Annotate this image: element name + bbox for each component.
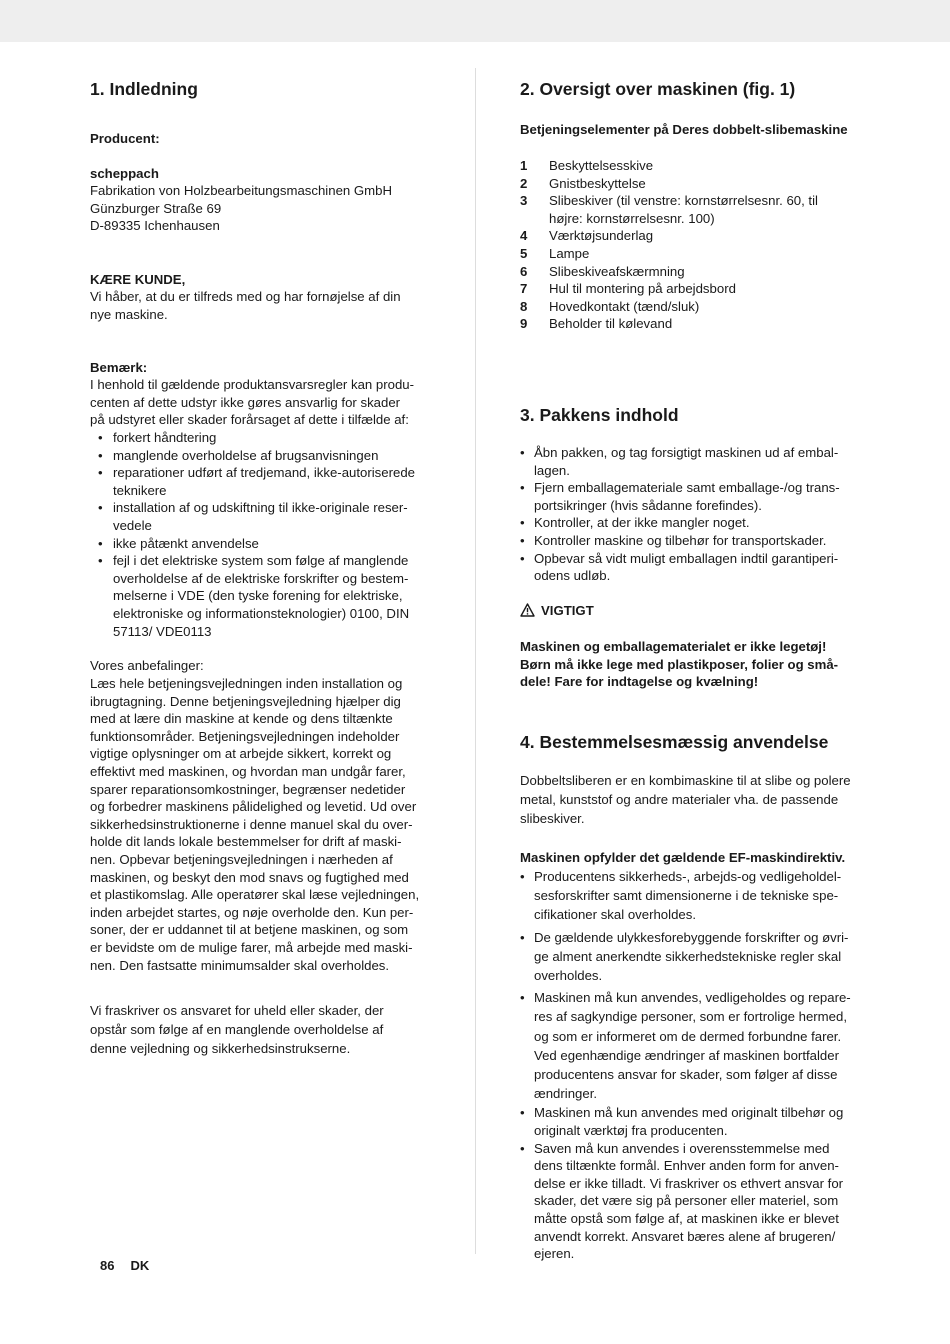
greeting: KÆRE KUNDE, — [90, 272, 186, 287]
usage-text — [520, 771, 860, 829]
controls-list — [520, 157, 860, 333]
list-item: • manglende overholdelse af brugsanvisningen — [98, 447, 379, 463]
list-item: • forkert håndtering — [98, 430, 217, 445]
address-line: Fabrikation von Holzbearbeitungsmaschinen GmbH — [90, 183, 392, 198]
list-item: 3 Slibeskiver (til venstre: kornstørrelsesnr. 60, til højre: kornstørrelsesnr. 100) — [520, 193, 818, 226]
section-heading-package: 3. Pakkens indhold — [520, 405, 679, 425]
text-line: Vi fraskriver os ansvaret for uheld eller skader, der — [90, 1003, 384, 1018]
warning-header — [520, 602, 860, 622]
recommend-label: Vores anbefalinger: — [90, 658, 204, 673]
usage-list — [520, 867, 860, 1263]
text-line: på udstyret eller skader forårsaget af dette i tilfælde af: — [90, 412, 409, 428]
producer-label: Producent: — [90, 131, 160, 146]
top-bar — [0, 0, 950, 42]
list-item: • Kontroller, at der ikke mangler noget. — [520, 515, 750, 531]
recommend-text — [90, 675, 430, 974]
address-line: D-89335 Ichenhausen — [90, 218, 220, 234]
list-item: 2 Gnistbeskyttelse — [520, 175, 646, 191]
list-item: • Åbn pakken, og tag forsigtigt maskinen ud af embal- lagen. — [520, 445, 839, 478]
text-line: Vi håber, at du er tilfreds med og har fornøjelse af din — [90, 289, 401, 304]
page-footer — [100, 1258, 165, 1273]
list-item: 8 Hovedkontakt (tænd/sluk) — [520, 298, 700, 314]
list-item: • Kontroller maskine og tilbehør for transportskader. — [520, 532, 827, 548]
column-divider — [475, 68, 476, 1254]
list-item: • Producentens sikkerheds-, arbejds-og vedligeholdel- sesforskrifter samt dimensionerne i de tekniske spe- cifikationer skal overholdes. — [520, 869, 842, 923]
list-item: • ikke påtænkt anvendelse — [98, 535, 259, 551]
disclaimer — [90, 1001, 430, 1059]
list-item: 7 Hul til montering på arbejdsbord — [520, 281, 736, 297]
text-line: nye maskine. — [90, 306, 168, 322]
directive-label: Maskinen opfylder det gældende EF-maskindirektiv. — [520, 850, 846, 865]
text-line: nen. Opbevar betjeningsvejledningen i nærheden af — [90, 851, 393, 867]
page-number: 86 — [100, 1258, 115, 1273]
text-line: inden arbejdet startes, og nøje overholde den. Kun per- — [90, 904, 414, 920]
company-address — [90, 182, 430, 235]
overview-subheading: Betjeningselementer på Deres dobbelt-slibemaskine — [520, 122, 848, 137]
text-line: vigtige oplysninger om at arbejde sikkert, korrekt og — [90, 746, 392, 762]
list-item: • reparationer udført af tredjemand, ikke-autoriserede teknikere — [98, 465, 415, 498]
text-line: og forbedrer maskinens pålidelighed og levetid. Ud over — [90, 799, 417, 815]
list-item: 6 Slibeskiveafskærmning — [520, 263, 685, 279]
language-code: DK — [130, 1258, 150, 1273]
text-line: med at lære din maskine at kende og dens tiltænkte — [90, 711, 393, 727]
text-line: nen. Den fastsatte minimumsalder skal overholdes. — [90, 957, 390, 973]
list-item: • Fjern emballagemateriale samt emballage-/og trans- portsikringer (hvis sådanne forefindes). — [520, 480, 840, 513]
text-line: er bevidste om de mulige farer, må arbejde med maski- — [90, 939, 413, 955]
section-heading-overview: 2. Oversigt over maskinen (fig. 1) — [520, 79, 796, 99]
text-line: ibrugtagning. Denne betjeningsvejledning hjælper dig — [90, 693, 401, 709]
list-item: • Maskinen må kun anvendes med originalt tilbehør og originalt værktøj fra producenten. — [520, 1105, 844, 1139]
text-line: I henhold til gældende produktansvarsregler kan produ- — [90, 377, 415, 392]
package-list — [520, 444, 860, 585]
note-text — [90, 376, 430, 429]
text-line: opstår som følge af en manglende overholdelse af — [90, 1022, 384, 1038]
text-line: sikkerhedsinstruktionerne i denne manuel skal du over- — [90, 816, 413, 832]
text-line: maskinen, og beskyt den mod snavs og fugtighed med — [90, 869, 409, 885]
note-list — [90, 429, 430, 640]
note-label: Bemærk: — [90, 360, 148, 375]
text-line: metal, kunststof og andre materialer vha. de passende — [520, 792, 839, 808]
section-heading-intro: 1. Indledning — [90, 79, 198, 99]
text-line: funktionsområder. Betjeningsvejledningen indeholder — [90, 728, 400, 744]
address-line: Günzburger Straße 69 — [90, 200, 222, 216]
text-line: denne vejledning og sikkerhedsinstrukserne. — [90, 1041, 351, 1057]
list-item: 4 Værktøjsunderlag — [520, 228, 654, 244]
list-item: 5 Lampe — [520, 245, 590, 261]
text-line: Maskinen og emballagematerialet er ikke legetøj! — [520, 639, 827, 654]
text-line: slibeskiver. — [520, 811, 585, 827]
text-line: dele! Fare for indtagelse og kvælning! — [520, 674, 759, 690]
text-line: centen af dette udstyr ikke gøres ansvarlig for skader — [90, 394, 401, 410]
warning-label: VIGTIGT — [541, 603, 594, 618]
greeting-text — [90, 288, 430, 323]
list-item: 1 Beskyttelsesskive — [520, 158, 654, 173]
list-item: • Saven må kun anvendes i overensstemmelse med dens tiltænkte formål. Enhver anden form for anven- delse er ikke tilladt. Vi fraskriver os ethvert ansvar for skader, det være sig på personer eller materiel, som måtte opstå som følge af, at maskinen ikke er blevet anvendt korrekt. Ansvaret bæres alene af brugeren/ ejeren. — [520, 1140, 844, 1262]
list-item: • fejl i det elektriske system som følge af manglende overholdelse af de elektriske forskrifter og bestem- melserne i VDE (den tyske forening for elektriske, elektroniske og informationsteknologier) 0100, DIN 57113/ VDE0113 — [98, 553, 410, 639]
warning-triangle-icon — [520, 603, 535, 622]
text-line: holde dit lands lokale bestemmelser for drift af maski- — [90, 834, 402, 850]
list-item: • Maskinen må kun anvendes, vedligeholdes og repare- res af sagkyndige personer, som er fortrolige hermed, og som er informeret om de dermed forbundne farer. Ved egenhændige ændringer af maskinen bortfalder producentens ansvar for skader, som følger af disse ændringer. — [520, 990, 851, 1102]
text-line: effektivt med maskinen, og hvordan man undgår farer, — [90, 763, 406, 779]
company-name: scheppach — [90, 166, 159, 181]
text-line: Dobbeltsliberen er en kombimaskine til at slibe og polere — [520, 773, 851, 788]
text-line: et plastikomslag. Alle operatører skal læse vejledningen, — [90, 887, 420, 903]
list-item: • De gældende ulykkesforebyggende forskrifter og øvri- ge alment anerkendte sikkerhedstekniske regler skal overholdes. — [520, 929, 849, 984]
text-line: sparer reparationsomkostninger, begrænser nedetider — [90, 781, 406, 797]
warning-text — [520, 638, 860, 691]
text-line: Børn må ikke lege med plastikposer, folier og små- — [520, 656, 839, 672]
list-item: 9 Beholder til kølevand — [520, 316, 673, 332]
text-line: soner, der er uddannet til at betjene maskinen, og som — [90, 922, 409, 938]
list-item: • installation af og udskiftning til ikke-originale reser- vedele — [98, 500, 408, 533]
list-item: • Opbevar så vidt muligt emballagen indtil garantiperi- odens udløb. — [520, 550, 839, 584]
text-line: Læs hele betjeningsvejledningen inden installation og — [90, 676, 403, 691]
section-heading-usage: 4. Bestemmelsesmæssig anvendelse — [520, 732, 829, 752]
